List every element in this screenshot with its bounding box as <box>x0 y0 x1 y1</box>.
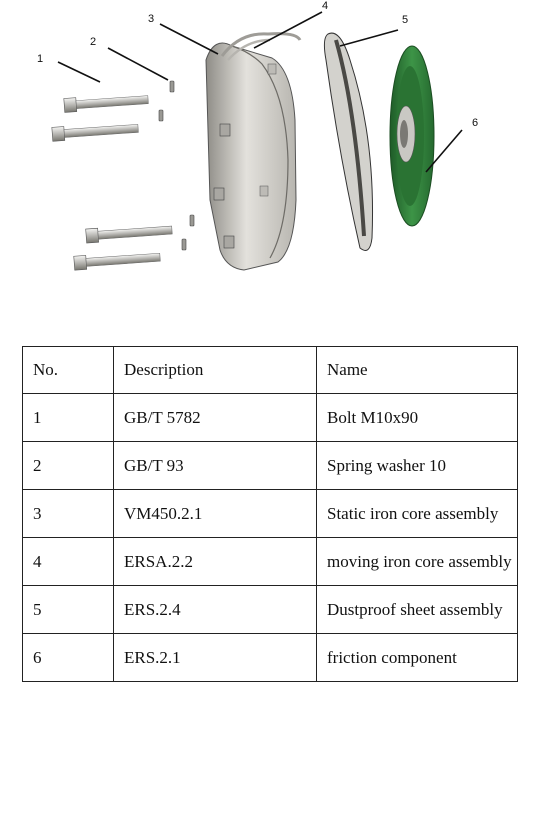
cell-description: ERSA.2.2 <box>114 538 317 586</box>
table-row <box>23 634 518 682</box>
table-header-row <box>23 347 518 394</box>
bolt-group <box>52 93 173 271</box>
table-row <box>23 394 518 442</box>
cell-description: ERS.2.1 <box>114 634 317 682</box>
cell-name: friction component <box>317 634 518 682</box>
cell-name: Bolt M10x90 <box>317 394 518 442</box>
table-row <box>23 442 518 490</box>
cell-name: Dustproof sheet assembly <box>317 586 518 634</box>
cell-no: 1 <box>23 394 114 442</box>
exploded-view-figure <box>0 0 544 300</box>
cell-name: Spring washer 10 <box>317 442 518 490</box>
header-name: Name <box>317 347 518 394</box>
callout-2: 2 <box>90 36 97 48</box>
header-description: Description <box>114 347 317 394</box>
callout-5: 5 <box>402 14 409 26</box>
table-row <box>23 538 518 586</box>
dustproof-ring <box>324 33 372 250</box>
callout-4: 4 <box>322 0 329 12</box>
cell-description: GB/T 93 <box>114 442 317 490</box>
cell-no: 3 <box>23 490 114 538</box>
callout-1: 1 <box>37 53 44 65</box>
cell-no: 2 <box>23 442 114 490</box>
table-row <box>23 490 518 538</box>
cell-description: VM450.2.1 <box>114 490 317 538</box>
exploded-view-drawing <box>0 0 544 300</box>
cell-no: 6 <box>23 634 114 682</box>
header-no: No. <box>23 347 114 394</box>
table-row <box>23 586 518 634</box>
parts-table <box>22 346 518 682</box>
cell-name: Static iron core assembly <box>317 490 518 538</box>
friction-disc <box>390 46 434 226</box>
cell-no: 4 <box>23 538 114 586</box>
housing-assembly <box>206 34 300 270</box>
washer-group <box>159 81 194 250</box>
cell-no: 5 <box>23 586 114 634</box>
callout-6: 6 <box>472 117 479 129</box>
callout-3: 3 <box>148 13 155 25</box>
cell-name: moving iron core assembly <box>317 538 518 586</box>
cell-description: ERS.2.4 <box>114 586 317 634</box>
cell-description: GB/T 5782 <box>114 394 317 442</box>
